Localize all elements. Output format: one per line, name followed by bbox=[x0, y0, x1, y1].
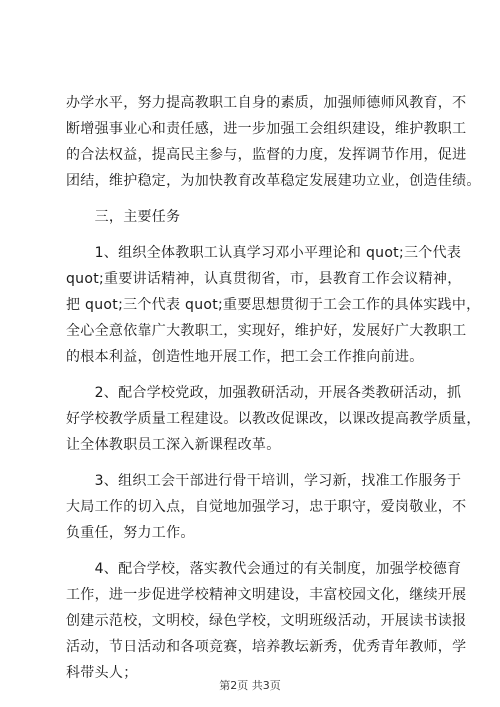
paragraph-task-3 bbox=[66, 468, 467, 546]
text-line: 好学校教学质量工程建设。以教改促课改，以课改提高教学质量， bbox=[66, 411, 481, 427]
text-line: 办学水平，努力提高教职工自身的素质，加强师德师风教育，不 bbox=[66, 95, 467, 111]
text-line: 科带头人； bbox=[66, 665, 138, 681]
paragraph-spacer bbox=[66, 230, 438, 240]
text-line: 创建示范校，文明校，绿色学校，文明班级活动，开展读书读报 bbox=[66, 613, 467, 629]
paragraph-spacer bbox=[66, 458, 438, 468]
text-line: 2、配合学校党政，加强教研活动，开展各类教研活动，抓 bbox=[66, 385, 462, 401]
paragraph-task-1 bbox=[66, 240, 481, 370]
text-line: 大局工作的切入点，自觉地加强学习，忠于职守，爱岗敬业，不 bbox=[66, 499, 467, 515]
text-line: 的合法权益，提高民主参与，监督的力度，发挥调节作用，促进 bbox=[66, 147, 467, 163]
page-number-footer: 第2页 共3页 bbox=[219, 679, 281, 692]
text-line: 团结，维护稳定，为加快教育改革稳定发展建功立业，创造佳绩。 bbox=[66, 173, 481, 189]
text-line: 负重任，努力工作。 bbox=[66, 525, 195, 541]
paragraph-spacer bbox=[66, 546, 438, 556]
paragraph-intro bbox=[66, 90, 481, 194]
section-heading bbox=[66, 204, 438, 230]
paragraph-spacer bbox=[66, 194, 438, 204]
text-line: 断增强事业心和责任感，进一步加强工会组织建设，维护教职工 bbox=[66, 121, 467, 137]
paragraph-task-2 bbox=[66, 380, 481, 458]
heading-line: 三，主要任务 bbox=[66, 209, 181, 225]
text-line: 1、组织全体教职工认真学习邓小平理论和 quot;三个代表 bbox=[66, 245, 462, 261]
paragraph-task-4 bbox=[66, 556, 467, 686]
text-line: 把 quot;三个代表 quot;重要思想贯彻于工会工作的具体实践中， bbox=[66, 297, 481, 313]
text-line: 全心全意依靠广大教职工，实现好，维护好，发展好广大教职工 bbox=[66, 323, 467, 339]
text-line: 让全体教职员工深入新课程改革。 bbox=[66, 437, 281, 453]
document-body bbox=[66, 90, 481, 686]
text-line: 活动，节日活动和各项竞赛，培养教坛新秀，优秀青年教师，学 bbox=[66, 639, 467, 655]
text-line: quot;重要讲话精神，认真贯彻省，市，县教育工作会议精神， bbox=[66, 271, 462, 287]
text-line: 工作，进一步促进学校精神文明建设，丰富校园文化，继续开展 bbox=[66, 587, 467, 603]
paragraph-spacer bbox=[66, 370, 438, 380]
text-line: 3、组织工会干部进行骨干培训，学习新，找准工作服务于 bbox=[66, 473, 462, 489]
text-line: 的根本利益，创造性地开展工作，把工会工作推向前进。 bbox=[66, 349, 424, 365]
text-line: 4、配合学校，落实教代会通过的有关制度，加强学校德育 bbox=[66, 561, 462, 577]
